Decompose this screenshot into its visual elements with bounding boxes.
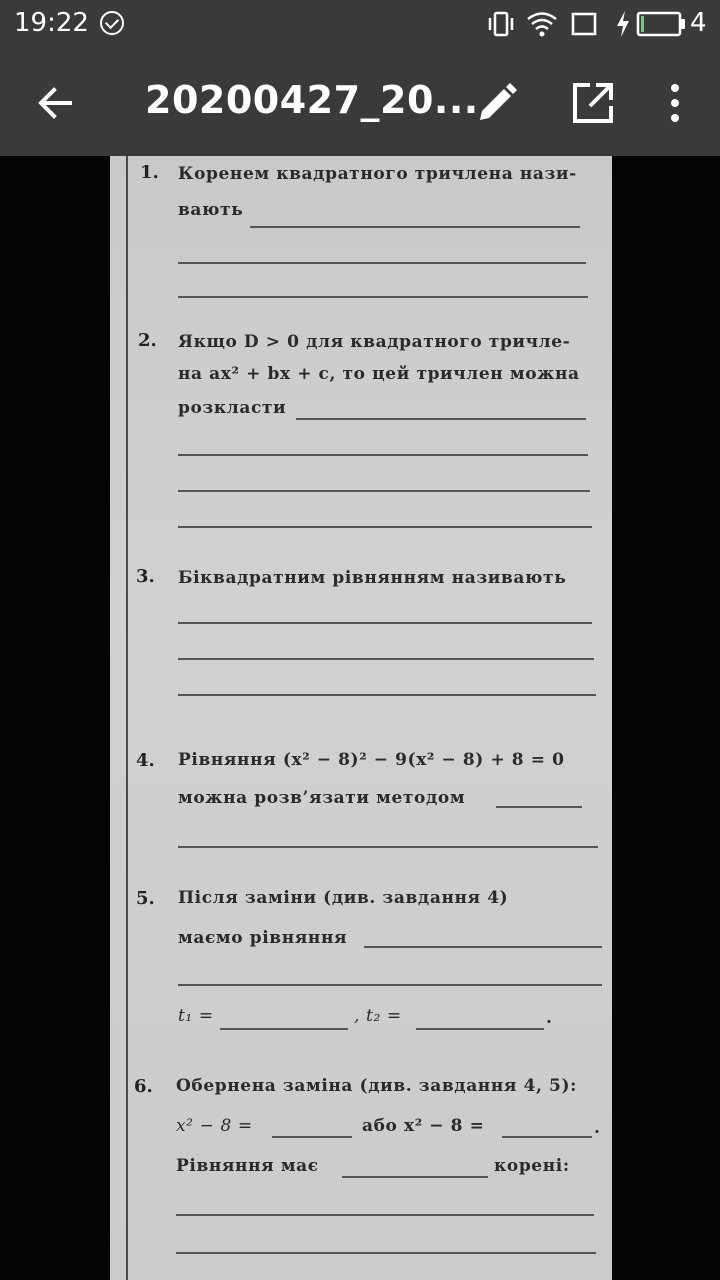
question-text: Рівняння (x² − 8)² − 9(x² − 8) + 8 = 0 [178,750,565,770]
answer-line [178,984,602,986]
question-text: розкласти [178,398,287,418]
question-text: Після заміни (див. завдання 4) [178,888,509,908]
question-number: 4. [136,750,155,771]
question-text: вають [178,200,244,220]
answer-line [220,1028,348,1030]
more-vert-icon[interactable] [660,78,690,128]
status-bar [0,0,720,48]
t1-label: t₁ = [178,1006,214,1026]
question-number: 1. [140,162,159,183]
margin-rule [126,156,128,1280]
vibrate-icon [487,10,515,38]
answer-line [502,1136,592,1138]
answer-line [296,418,586,420]
question-text: на ax² + bx + c, то цей тричлен можна [178,364,580,384]
answer-line [178,526,592,528]
status-time: 19:22 [14,8,89,38]
worksheet-page [110,156,612,1280]
answer-line [496,806,582,808]
answer-line [178,622,592,624]
answer-line [178,454,588,456]
equation-right: або x² − 8 = [362,1116,485,1136]
answer-line [342,1176,488,1178]
check-circle-icon [100,11,124,35]
answer-line [178,262,586,264]
question-text: можна розв’язати методом [178,788,466,808]
answer-line [178,694,596,696]
question-number: 5. [136,888,155,909]
back-arrow-icon[interactable] [30,78,80,128]
period: . [546,1008,553,1028]
question-text: Рівняння має [176,1156,319,1176]
battery-percent: 4 [690,8,707,38]
answer-line [416,1028,544,1030]
question-text: маємо рівняння [178,928,348,948]
period: . [594,1118,601,1138]
answer-line [178,846,598,848]
question-text: Якщо D > 0 для квадратного тричле- [178,332,571,352]
sim-icon [570,11,598,37]
answer-line [364,946,602,948]
equation-left: x² − 8 = [176,1116,253,1136]
charging-icon [614,9,632,39]
answer-line [178,296,588,298]
document-title: 20200427_20... [145,78,479,122]
answer-line [178,490,590,492]
answer-line [250,226,580,228]
question-number: 2. [138,330,157,351]
document-photo[interactable] [0,156,720,1280]
wifi-icon [526,10,558,38]
answer-line [178,658,594,660]
app-bar [0,48,720,156]
t2-label: , t₂ = [354,1006,402,1026]
answer-line [176,1252,596,1254]
answer-line [176,1214,594,1216]
question-text: Коренем квадратного тричлена нази- [178,164,577,184]
question-text: корені: [494,1156,570,1176]
question-text: Обернена заміна (див. завдання 4, 5): [176,1076,577,1096]
question-number: 3. [136,566,155,587]
battery-icon [636,11,686,37]
question-text: Біквадратним рівнянням називають [178,568,567,588]
edit-pencil-icon[interactable] [472,80,520,128]
question-number: 6. [134,1076,153,1097]
open-external-icon[interactable] [570,80,616,126]
answer-line [272,1136,352,1138]
